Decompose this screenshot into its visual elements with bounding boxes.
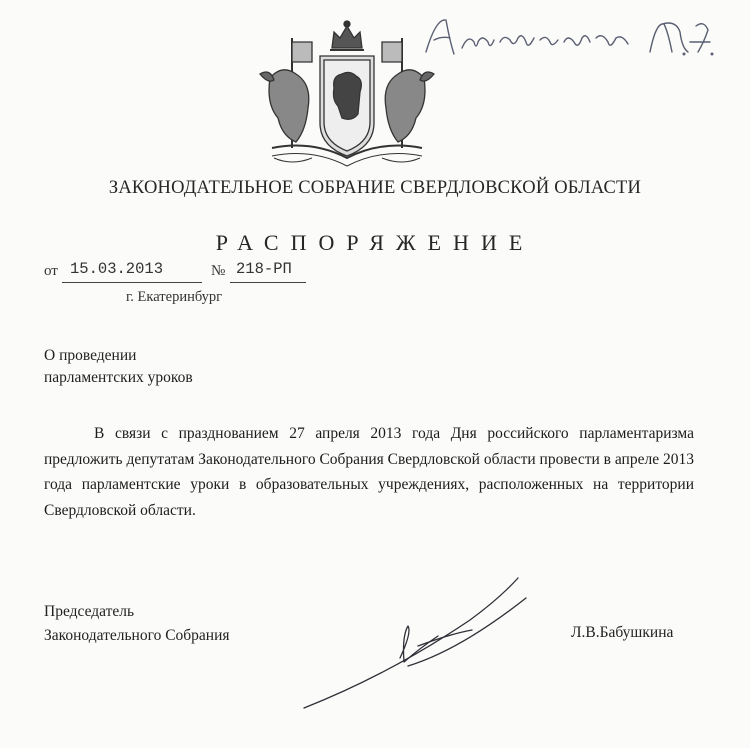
city: г. Екатеринбург [126,289,223,305]
signatory-title [44,600,230,648]
signatory-name: Л.В.Бабушкина [571,624,674,641]
document-date: 15.03.2013 [70,260,164,278]
subject-line-1: О проведении [44,347,137,364]
date-label: от [44,263,58,279]
handwritten-note-text: Альшевских М.Г. [418,12,426,13]
handwritten-signature [300,562,540,712]
signatory-title-line-2: Законодательного Собрания [44,627,230,644]
document-subject [44,345,193,389]
handwritten-note-signature [418,12,718,70]
date-underline [62,282,202,283]
number-label: № [211,263,226,279]
body-paragraph-container [44,421,694,523]
document-type: РАСПОРЯЖЕНИЕ [215,230,535,255]
number-underline [230,282,306,283]
organization-name: ЗАКОНОДАТЕЛЬНОЕ СОБРАНИЕ СВЕРДЛОВСКОЙ ОБЛАСТИ [108,178,642,198]
body-paragraph: В связи с празднованием 27 апреля 2013 года Дня российского парламентаризма предложить депутатам Законодательного Собрания Свердловской области провести в апреле 2013 года парламентские уроки в образовательных учреждениях, расположенных на территории Свердловской области. [44,425,694,519]
signatory-title-line-1: Председатель [44,603,135,620]
subject-line-2: парламентских уроков [44,369,193,386]
document-number: 218-РП [236,260,292,278]
coat-of-arms-emblem [252,18,442,170]
